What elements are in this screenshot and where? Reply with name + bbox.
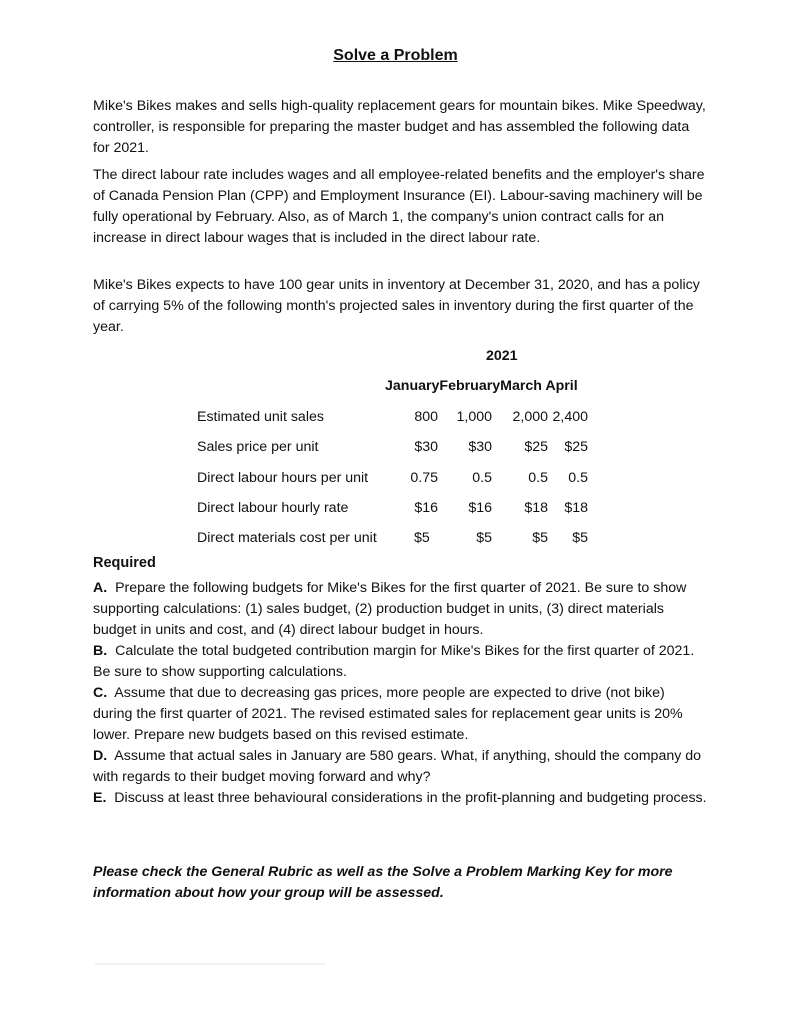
row-label: Direct labour hourly rate: [197, 500, 349, 516]
table-row: [0, 470, 791, 492]
table-row: [0, 500, 791, 522]
item-letter: B.: [93, 643, 108, 659]
page-title: Solve a Problem: [333, 47, 458, 64]
required-list: [93, 578, 708, 809]
item-text: Calculate the total budgeted contribution margin for Mike's Bikes for the first quarter of 2021. Be sure to show supporting calculations.: [93, 643, 695, 680]
cell-january: $5: [414, 530, 430, 546]
cell-april: 2,400: [552, 409, 588, 425]
cell-february: 1,000: [456, 409, 492, 425]
cell-april: 0.5: [568, 470, 588, 486]
list-item: [93, 578, 708, 641]
assessment-note: Please check the General Rubric as well as the Solve a Problem Marking Key for more information about how your group will be assessed.: [93, 864, 673, 901]
row-label: Direct materials cost per unit: [197, 530, 377, 546]
item-letter: C.: [93, 685, 108, 701]
table-months-header: JanuaryFebruaryMarch April: [385, 378, 578, 394]
cell-february: $16: [468, 500, 492, 516]
cell-january: 0.75: [410, 470, 438, 486]
row-label: Estimated unit sales: [197, 409, 324, 425]
cell-march: 2,000: [512, 409, 548, 425]
required-heading: Required: [93, 555, 156, 571]
item-letter: E.: [93, 790, 107, 806]
item-letter: D.: [93, 748, 108, 764]
list-item: [93, 788, 708, 809]
cell-april: $18: [564, 500, 588, 516]
cell-march: $5: [532, 530, 548, 546]
cell-february: 0.5: [472, 470, 492, 486]
table-year-header: 2021: [486, 348, 518, 364]
table-row: [0, 439, 791, 461]
cell-january: $30: [414, 439, 438, 455]
row-label: Sales price per unit: [197, 439, 319, 455]
cell-january: 800: [414, 409, 438, 425]
cell-march: $18: [524, 500, 548, 516]
cell-march: 0.5: [528, 470, 548, 486]
cell-april: $25: [564, 439, 588, 455]
item-letter: A.: [93, 580, 108, 596]
labour-rate-paragraph: The direct labour rate includes wages and all employee-related benefits and the employer's share of Canada Pension Plan (CPP) and Employment Insurance (EI). Labour-saving machinery will be fully operational by February. Also, as of March 1, the company's union contract calls for an increase in direct labour wages that is included in the direct labour rate.: [93, 167, 705, 246]
cell-february: $5: [476, 530, 492, 546]
table-row: [0, 530, 791, 552]
list-item: [93, 641, 708, 683]
item-text: Assume that due to decreasing gas prices, more people are expected to drive (not bike) during the first quarter of 2021. The revised estimated sales for replacement gear units is 20% lower. Prepare new budgets based on this revised estimate.: [93, 685, 683, 743]
cell-april: $5: [572, 530, 588, 546]
scan-artifact: [95, 963, 325, 965]
intro-paragraph: Mike's Bikes makes and sells high-quality replacement gears for mountain bikes. Mike Speedway, controller, is responsible for preparing the master budget and has assembled the following data for 2021.: [93, 98, 706, 156]
cell-january: $16: [414, 500, 438, 516]
item-text: Prepare the following budgets for Mike's Bikes for the first quarter of 2021. Be sure to show supporting calculations: (1) sales budget, (2) production budget in units, (3) direct materials budget in units and cost, and (4) direct labour budget in hours.: [93, 580, 687, 638]
item-text: Assume that actual sales in January are 580 gears. What, if anything, should the company do with regards to their budget moving forward and why?: [93, 748, 702, 785]
item-text: Discuss at least three behavioural considerations in the profit-planning and budgeting process.: [114, 790, 707, 806]
cell-february: $30: [468, 439, 492, 455]
table-row: [0, 409, 791, 431]
list-item: [93, 746, 708, 788]
row-label: Direct labour hours per unit: [197, 470, 369, 486]
inventory-policy-paragraph: Mike's Bikes expects to have 100 gear units in inventory at December 31, 2020, and has a policy of carrying 5% of the following month's projected sales in inventory during the first quarter of the year.: [93, 277, 700, 335]
list-item: [93, 683, 708, 746]
cell-march: $25: [524, 439, 548, 455]
